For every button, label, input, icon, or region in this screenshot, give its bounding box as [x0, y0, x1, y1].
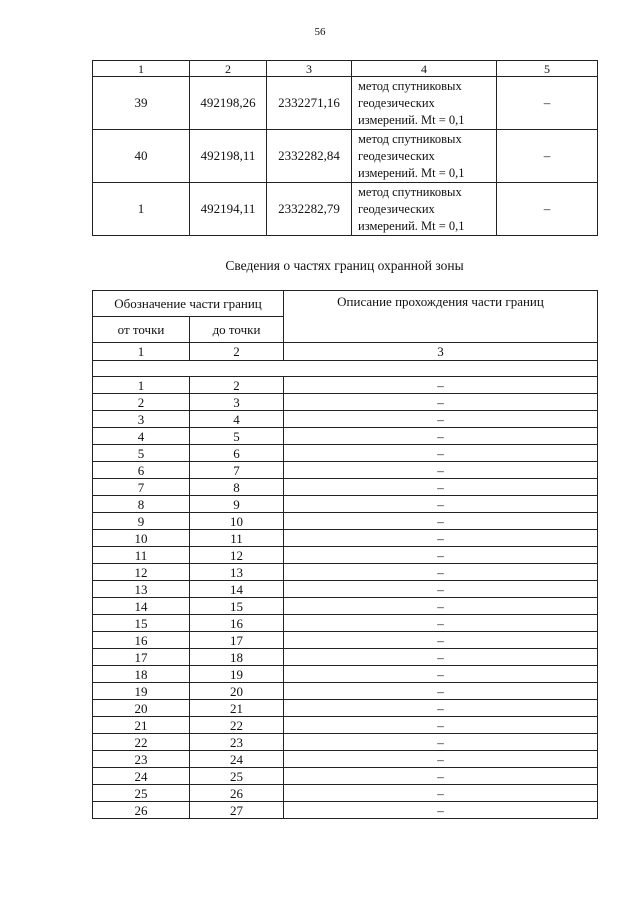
- table-row: [93, 394, 598, 411]
- from-point-cell: 14: [93, 598, 190, 615]
- method-cell: [352, 77, 497, 130]
- description-cell: –: [284, 377, 598, 394]
- note-cell: –: [497, 183, 598, 236]
- table-row: [93, 496, 598, 513]
- x-coordinate-cell: 492198,11: [190, 130, 267, 183]
- description-cell: –: [284, 462, 598, 479]
- from-point-cell: 21: [93, 717, 190, 734]
- from-point-cell: 23: [93, 751, 190, 768]
- from-point-cell: 2: [93, 394, 190, 411]
- to-point-cell: 14: [190, 581, 284, 598]
- method-line: геодезических: [358, 148, 435, 163]
- point-cell: 1: [93, 183, 190, 236]
- boundary-parts-table: [92, 290, 598, 819]
- blank-row: [93, 361, 598, 377]
- description-cell: –: [284, 479, 598, 496]
- to-point-cell: 18: [190, 649, 284, 666]
- description-header: Описание прохождения части границ: [284, 291, 598, 343]
- description-cell: –: [284, 649, 598, 666]
- from-point-cell: 20: [93, 700, 190, 717]
- table-row: [93, 564, 598, 581]
- table-row: [93, 632, 598, 649]
- description-cell: –: [284, 700, 598, 717]
- table-row: [93, 411, 598, 428]
- description-cell: –: [284, 802, 598, 819]
- coords-header-cell: 1: [93, 61, 190, 77]
- method-line: геодезических: [358, 201, 435, 216]
- method-line: метод спутниковых: [358, 184, 462, 199]
- note-cell: –: [497, 77, 598, 130]
- description-cell: –: [284, 768, 598, 785]
- table-row: [93, 130, 598, 183]
- to-point-cell: 22: [190, 717, 284, 734]
- description-cell: –: [284, 547, 598, 564]
- table-row: [93, 785, 598, 802]
- x-coordinate-cell: 492194,11: [190, 183, 267, 236]
- from-point-cell: 25: [93, 785, 190, 802]
- to-point-cell: 7: [190, 462, 284, 479]
- to-point-cell: 26: [190, 785, 284, 802]
- point-cell: 39: [93, 77, 190, 130]
- from-point-cell: 5: [93, 445, 190, 462]
- description-cell: –: [284, 496, 598, 513]
- to-point-header: до точки: [190, 317, 284, 343]
- description-cell: –: [284, 564, 598, 581]
- coords-header-cell: 2: [190, 61, 267, 77]
- description-cell: –: [284, 666, 598, 683]
- table-row: [93, 77, 598, 130]
- coords-header-row: [93, 61, 598, 77]
- to-point-cell: 13: [190, 564, 284, 581]
- table-row: [93, 768, 598, 785]
- from-point-cell: 4: [93, 428, 190, 445]
- table-row: [93, 428, 598, 445]
- to-point-cell: 11: [190, 530, 284, 547]
- table-row: [93, 802, 598, 819]
- coords-header-cell: 4: [352, 61, 497, 77]
- from-point-cell: 10: [93, 530, 190, 547]
- to-point-cell: 17: [190, 632, 284, 649]
- description-cell: –: [284, 717, 598, 734]
- column-number: 1: [93, 343, 190, 361]
- table-row: [93, 598, 598, 615]
- to-point-cell: 25: [190, 768, 284, 785]
- description-cell: –: [284, 751, 598, 768]
- description-cell: –: [284, 394, 598, 411]
- description-cell: –: [284, 530, 598, 547]
- method-cell: [352, 183, 497, 236]
- coords-header-cell: 5: [497, 61, 598, 77]
- to-point-cell: 5: [190, 428, 284, 445]
- coordinates-table: [92, 60, 598, 236]
- to-point-cell: 19: [190, 666, 284, 683]
- y-coordinate-cell: 2332282,79: [267, 183, 352, 236]
- to-point-cell: 10: [190, 513, 284, 530]
- from-point-cell: 19: [93, 683, 190, 700]
- description-cell: –: [284, 598, 598, 615]
- column-number: 3: [284, 343, 598, 361]
- from-point-cell: 16: [93, 632, 190, 649]
- method-line: измерений. Mt = 0,1: [358, 218, 465, 233]
- description-cell: –: [284, 785, 598, 802]
- parts-column-numbers-row: [93, 343, 598, 361]
- to-point-cell: 20: [190, 683, 284, 700]
- table-row: [93, 615, 598, 632]
- method-line: метод спутниковых: [358, 78, 462, 93]
- from-point-cell: 26: [93, 802, 190, 819]
- method-line: геодезических: [358, 95, 435, 110]
- to-point-cell: 8: [190, 479, 284, 496]
- from-point-header: от точки: [93, 317, 190, 343]
- point-cell: 40: [93, 130, 190, 183]
- to-point-cell: 3: [190, 394, 284, 411]
- to-point-cell: 24: [190, 751, 284, 768]
- to-point-cell: 21: [190, 700, 284, 717]
- description-cell: –: [284, 445, 598, 462]
- table-row: [93, 462, 598, 479]
- from-point-cell: 9: [93, 513, 190, 530]
- method-cell: [352, 130, 497, 183]
- from-point-cell: 6: [93, 462, 190, 479]
- to-point-cell: 6: [190, 445, 284, 462]
- table-row: [93, 547, 598, 564]
- column-number: 2: [190, 343, 284, 361]
- blank-cell: [93, 361, 598, 377]
- description-cell: –: [284, 683, 598, 700]
- to-point-cell: 23: [190, 734, 284, 751]
- table-row: [93, 683, 598, 700]
- to-point-cell: 16: [190, 615, 284, 632]
- table-row: [93, 513, 598, 530]
- from-point-cell: 22: [93, 734, 190, 751]
- page-number: 56: [314, 26, 326, 38]
- from-point-cell: 17: [93, 649, 190, 666]
- section-title: Сведения о частях границ охранной зоны: [225, 258, 464, 273]
- to-point-cell: 4: [190, 411, 284, 428]
- table-row: [93, 445, 598, 462]
- y-coordinate-cell: 2332282,84: [267, 130, 352, 183]
- parts-header-row: [93, 291, 598, 317]
- description-cell: –: [284, 581, 598, 598]
- table-row: [93, 530, 598, 547]
- from-point-cell: 1: [93, 377, 190, 394]
- designation-header: Обозначение части границ: [93, 291, 284, 317]
- from-point-cell: 8: [93, 496, 190, 513]
- to-point-cell: 9: [190, 496, 284, 513]
- table-row: [93, 666, 598, 683]
- from-point-cell: 24: [93, 768, 190, 785]
- from-point-cell: 12: [93, 564, 190, 581]
- table-row: [93, 479, 598, 496]
- table-row: [93, 700, 598, 717]
- description-cell: –: [284, 632, 598, 649]
- table-row: [93, 717, 598, 734]
- method-line: метод спутниковых: [358, 131, 462, 146]
- y-coordinate-cell: 2332271,16: [267, 77, 352, 130]
- method-line: измерений. Mt = 0,1: [358, 165, 465, 180]
- from-point-cell: 11: [93, 547, 190, 564]
- from-point-cell: 15: [93, 615, 190, 632]
- to-point-cell: 12: [190, 547, 284, 564]
- from-point-cell: 13: [93, 581, 190, 598]
- table-row: [93, 649, 598, 666]
- from-point-cell: 7: [93, 479, 190, 496]
- to-point-cell: 2: [190, 377, 284, 394]
- table-row: [93, 734, 598, 751]
- table-row: [93, 581, 598, 598]
- from-point-cell: 18: [93, 666, 190, 683]
- description-cell: –: [284, 411, 598, 428]
- method-line: измерений. Mt = 0,1: [358, 112, 465, 127]
- description-cell: –: [284, 513, 598, 530]
- note-cell: –: [497, 130, 598, 183]
- to-point-cell: 27: [190, 802, 284, 819]
- table-row: [93, 377, 598, 394]
- table-row: [93, 751, 598, 768]
- description-cell: –: [284, 428, 598, 445]
- description-cell: –: [284, 615, 598, 632]
- coords-header-cell: 3: [267, 61, 352, 77]
- x-coordinate-cell: 492198,26: [190, 77, 267, 130]
- to-point-cell: 15: [190, 598, 284, 615]
- from-point-cell: 3: [93, 411, 190, 428]
- description-cell: –: [284, 734, 598, 751]
- table-row: [93, 183, 598, 236]
